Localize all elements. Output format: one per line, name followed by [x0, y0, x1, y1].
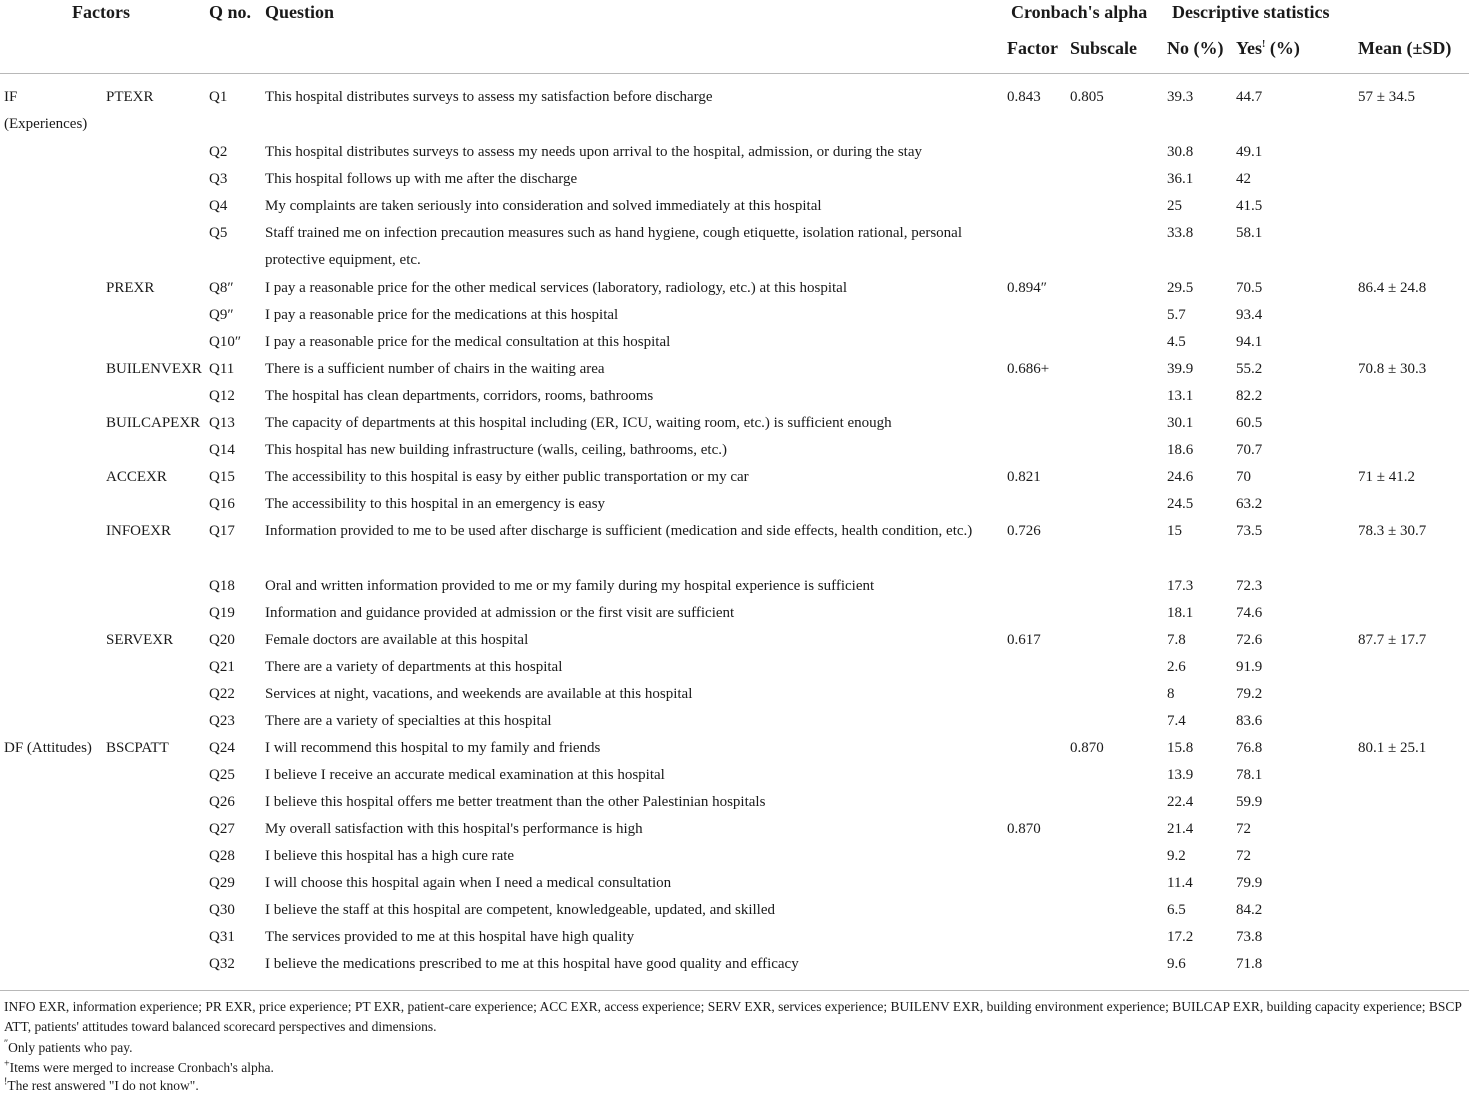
cell-no-pct: 4.5 — [1167, 334, 1186, 350]
cell-question: I pay a reasonable price for the medical consultation at this hospital — [265, 334, 671, 350]
header-yes-unit: (%) — [1269, 38, 1300, 58]
cell-yes-pct: 42 — [1236, 171, 1251, 187]
header-yes-mark: ! — [1262, 39, 1266, 50]
cell-alpha-subscale: 0.805 — [1070, 89, 1104, 105]
cell-question: I pay a reasonable price for the other medical services (laboratory, radiology, etc.) at this hospital — [265, 280, 847, 296]
cell-qno: Q10″ — [209, 334, 242, 350]
footnote-unknown-text: The rest answered "I do not know". — [7, 1078, 199, 1093]
cell-factor: DF (Attitudes) — [4, 740, 92, 756]
cell-yes-pct: 93.4 — [1236, 307, 1263, 323]
cell-no-pct: 39.9 — [1167, 361, 1194, 377]
cell-yes-pct: 55.2 — [1236, 361, 1263, 377]
cell-qno: Q8″ — [209, 280, 234, 296]
cell-qno: Q28 — [209, 848, 235, 864]
footnote-merged-text: Items were merged to increase Cronbach's alpha. — [9, 1060, 274, 1075]
footnote-unknown-mark: ! — [4, 1076, 8, 1088]
cell-no-pct: 15.8 — [1167, 740, 1194, 756]
cell-qno: Q9″ — [209, 307, 234, 323]
cell-no-pct: 15 — [1167, 523, 1182, 539]
cell-no-pct: 8 — [1167, 686, 1175, 702]
cell-question: Services at night, vacations, and weekends are available at this hospital — [265, 686, 693, 702]
footnote-paying-text: Only patients who pay. — [8, 1040, 133, 1055]
cell-qno: Q13 — [209, 415, 235, 431]
cell-question: I will choose this hospital again when I need a medical consultation — [265, 875, 672, 891]
footer-rule — [0, 990, 1469, 991]
cell-question: I believe this hospital has a high cure rate — [265, 848, 515, 864]
cell-qno: Q5 — [209, 225, 228, 241]
cell-qno: Q18 — [209, 578, 235, 594]
cell-no-pct: 2.6 — [1167, 659, 1186, 675]
cell-no-pct: 13.9 — [1167, 767, 1194, 783]
cell-yes-pct: 73.8 — [1236, 929, 1263, 945]
header-descriptive: Descriptive statistics — [1172, 2, 1330, 22]
cell-alpha-factor: 0.821 — [1007, 469, 1041, 485]
cell-question: I believe the medications prescribed to me at this hospital have good quality and efficacy — [265, 956, 799, 972]
cell-qno: Q26 — [209, 794, 235, 810]
cell-factor: IF — [4, 89, 18, 105]
footnote-merged-mark: + — [4, 1058, 10, 1070]
cell-no-pct: 22.4 — [1167, 794, 1194, 810]
cell-alpha-factor: 0.843 — [1007, 89, 1041, 105]
cell-mean: 80.1 ± 25.1 — [1358, 740, 1427, 756]
cell-yes-pct: 73.5 — [1236, 523, 1263, 539]
cell-qno: Q4 — [209, 198, 228, 214]
header-rule — [0, 73, 1469, 74]
cell-qno: Q30 — [209, 902, 235, 918]
cell-qno: Q22 — [209, 686, 235, 702]
cell-no-pct: 30.1 — [1167, 415, 1194, 431]
cell-qno: Q2 — [209, 144, 228, 160]
cell-subfactor: BUILCAPEXR — [106, 415, 201, 431]
cell-alpha-factor: 0.894″ — [1007, 280, 1047, 296]
cell-qno: Q23 — [209, 713, 235, 729]
cell-no-pct: 21.4 — [1167, 821, 1194, 837]
cell-yes-pct: 84.2 — [1236, 902, 1263, 918]
cell-subfactor: PTEXR — [106, 89, 154, 105]
cell-yes-pct: 70.5 — [1236, 280, 1263, 296]
cell-no-pct: 30.8 — [1167, 144, 1194, 160]
cell-question: The hospital has clean departments, corridors, rooms, bathrooms — [265, 388, 654, 404]
cell-no-pct: 24.5 — [1167, 496, 1194, 512]
cell-question: My complaints are taken seriously into consideration and solved immediately at this hospital — [265, 198, 822, 214]
cell-yes-pct: 91.9 — [1236, 659, 1263, 675]
cell-question: This hospital follows up with me after the discharge — [265, 171, 578, 187]
header-no-pct: No (%) — [1167, 38, 1224, 58]
cell-question: The accessibility to this hospital is easy by either public transportation or my car — [265, 469, 749, 485]
cell-question: I believe this hospital offers me better treatment than the other Palestinian hospitals — [265, 794, 766, 810]
cell-subfactor: INFOEXR — [106, 523, 172, 539]
cell-question: The services provided to me at this hospital have high quality — [265, 929, 635, 945]
cell-no-pct: 7.4 — [1167, 713, 1186, 729]
cell-factor-subtitle: (Experiences) — [4, 116, 88, 132]
cell-qno: Q17 — [209, 523, 235, 539]
cell-qno: Q11 — [209, 361, 235, 377]
cell-yes-pct: 72.3 — [1236, 578, 1263, 594]
cell-question: There are a variety of departments at this hospital — [265, 659, 563, 675]
cell-no-pct: 29.5 — [1167, 280, 1194, 296]
header-qno: Q no. — [209, 2, 252, 22]
footnote-merged — [4, 1058, 1466, 1078]
cell-no-pct: 17.2 — [1167, 929, 1194, 945]
cell-yes-pct: 79.2 — [1236, 686, 1263, 702]
cell-no-pct: 9.6 — [1167, 956, 1186, 972]
cell-yes-pct: 58.1 — [1236, 225, 1263, 241]
header-subscale: Subscale — [1070, 38, 1138, 58]
cell-qno: Q20 — [209, 632, 235, 648]
cell-question: Information provided to me to be used after discharge is sufficient (medication and side effects, health condition, etc.) — [265, 523, 973, 539]
cell-qno: Q16 — [209, 496, 235, 512]
footnote-abbreviations: INFO EXR, information experience; PR EXR, price experience; PT EXR, patient-care experience; ACC EXR, access experience; SERV EXR, services experience; BUILENV EXR, building environment experience; BUILCAP EXR, building capacity experience; BSCP ATT, patients' attitudes toward balanced scorecard perspectives and dimensions. — [4, 999, 1462, 1034]
cell-yes-pct: 74.6 — [1236, 605, 1263, 621]
header-factor: Factor — [1007, 38, 1058, 58]
cell-question: This hospital distributes surveys to assess my satisfaction before discharge — [265, 89, 713, 105]
cell-question: Oral and written information provided to me or my family during my hospital experience is sufficient — [265, 578, 875, 594]
cell-no-pct: 13.1 — [1167, 388, 1194, 404]
cell-mean: 86.4 ± 24.8 — [1358, 280, 1427, 296]
cell-question: I believe I receive an accurate medical examination at this hospital — [265, 767, 665, 783]
cell-alpha-subscale: 0.870 — [1070, 740, 1104, 756]
cell-mean: 78.3 ± 30.7 — [1358, 523, 1427, 539]
cell-no-pct: 18.1 — [1167, 605, 1194, 621]
footnote-unknown — [4, 1076, 1466, 1096]
cell-alpha-factor: 0.726 — [1007, 523, 1041, 539]
cell-alpha-factor: 0.617 — [1007, 632, 1041, 648]
cell-alpha-factor: 0.870 — [1007, 821, 1041, 837]
cell-qno: Q32 — [209, 956, 235, 972]
cell-yes-pct: 71.8 — [1236, 956, 1263, 972]
cell-question: My overall satisfaction with this hospital's performance is high — [265, 821, 643, 837]
cell-qno: Q29 — [209, 875, 235, 891]
cell-qno: Q24 — [209, 740, 235, 756]
cell-yes-pct: 63.2 — [1236, 496, 1263, 512]
cell-question: The capacity of departments at this hospital including (ER, ICU, waiting room, etc.) is sufficient enough — [265, 415, 892, 431]
cell-qno: Q21 — [209, 659, 235, 675]
cell-yes-pct: 82.2 — [1236, 388, 1263, 404]
cell-mean: 57 ± 34.5 — [1358, 89, 1415, 105]
cell-no-pct: 7.8 — [1167, 632, 1186, 648]
cell-question: Staff trained me on infection precaution measures such as hand hygiene, cough etiquette, isolation rational, personal protective equipment, etc. — [265, 225, 963, 268]
cell-yes-pct: 72 — [1236, 848, 1251, 864]
cell-subfactor: SERVEXR — [106, 632, 174, 648]
cell-qno: Q12 — [209, 388, 235, 404]
cell-question: The accessibility to this hospital in an emergency is easy — [265, 496, 606, 512]
cell-no-pct: 5.7 — [1167, 307, 1186, 323]
cell-yes-pct: 72.6 — [1236, 632, 1263, 648]
cell-mean: 70.8 ± 30.3 — [1358, 361, 1427, 377]
cell-no-pct: 25 — [1167, 198, 1182, 214]
cell-question: I will recommend this hospital to my family and friends — [265, 740, 601, 756]
cell-yes-pct: 94.1 — [1236, 334, 1263, 350]
cell-no-pct: 39.3 — [1167, 89, 1194, 105]
cell-question: I believe the staff at this hospital are competent, knowledgeable, updated, and skilled — [265, 902, 775, 918]
cell-no-pct: 36.1 — [1167, 171, 1194, 187]
cell-qno: Q27 — [209, 821, 235, 837]
cell-qno: Q14 — [209, 442, 235, 458]
cell-yes-pct: 78.1 — [1236, 767, 1263, 783]
cell-no-pct: 33.8 — [1167, 225, 1194, 241]
cell-question: Information and guidance provided at admission or the first visit are sufficient — [265, 605, 735, 621]
cell-yes-pct: 70 — [1236, 469, 1251, 485]
cell-subfactor: PREXR — [106, 280, 155, 296]
cell-yes-pct: 60.5 — [1236, 415, 1263, 431]
header-mean: Mean (±SD) — [1358, 38, 1452, 58]
cell-qno: Q19 — [209, 605, 235, 621]
cell-no-pct: 9.2 — [1167, 848, 1186, 864]
cell-subfactor: BUILENVEXR — [106, 361, 202, 377]
cell-mean: 87.7 ± 17.7 — [1358, 632, 1427, 648]
cell-question: There is a sufficient number of chairs in the waiting area — [265, 361, 605, 377]
cell-no-pct: 24.6 — [1167, 469, 1194, 485]
cell-question: There are a variety of specialties at this hospital — [265, 713, 552, 729]
cell-yes-pct: 49.1 — [1236, 144, 1263, 160]
cell-no-pct: 11.4 — [1167, 875, 1193, 891]
cell-mean: 71 ± 41.2 — [1358, 469, 1415, 485]
cell-question: This hospital distributes surveys to assess my needs upon arrival to the hospital, admission, or during the stay — [265, 144, 923, 160]
cell-yes-pct: 72 — [1236, 821, 1251, 837]
cell-yes-pct: 70.7 — [1236, 442, 1263, 458]
cell-no-pct: 6.5 — [1167, 902, 1186, 918]
footnote-paying — [4, 1038, 1466, 1058]
header-yes-label: Yes — [1236, 38, 1262, 58]
header-question: Question — [265, 2, 335, 22]
cell-question: I pay a reasonable price for the medications at this hospital — [265, 307, 619, 323]
cell-no-pct: 17.3 — [1167, 578, 1194, 594]
cell-yes-pct: 83.6 — [1236, 713, 1263, 729]
cell-no-pct: 18.6 — [1167, 442, 1194, 458]
cell-qno: Q25 — [209, 767, 235, 783]
cell-qno: Q31 — [209, 929, 235, 945]
cell-question: Female doctors are available at this hospital — [265, 632, 529, 648]
cell-qno: Q15 — [209, 469, 235, 485]
cell-alpha-factor: 0.686+ — [1007, 361, 1050, 377]
cell-qno: Q1 — [209, 89, 228, 105]
footnote-paying-mark: ″ — [4, 1038, 9, 1050]
cell-question: This hospital has new building infrastructure (walls, ceiling, bathrooms, etc.) — [265, 442, 727, 458]
cell-yes-pct: 76.8 — [1236, 740, 1263, 756]
cell-yes-pct: 41.5 — [1236, 198, 1263, 214]
cell-yes-pct: 79.9 — [1236, 875, 1263, 891]
header-yes-pct — [1236, 37, 1300, 59]
cell-qno: Q3 — [209, 171, 228, 187]
cell-subfactor: BSCPATT — [106, 740, 169, 756]
cell-yes-pct: 59.9 — [1236, 794, 1263, 810]
cell-yes-pct: 44.7 — [1236, 89, 1263, 105]
header-cronbach: Cronbach's alpha — [1011, 2, 1148, 22]
header-factors: Factors — [72, 2, 130, 22]
cell-subfactor: ACCEXR — [106, 469, 167, 485]
